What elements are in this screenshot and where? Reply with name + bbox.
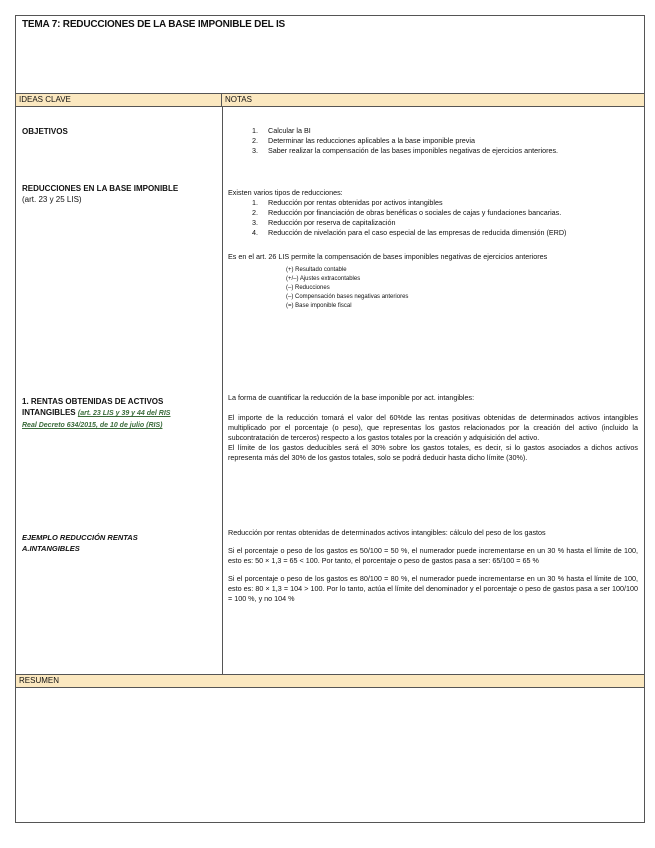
label-ejemplo: EJEMPLO REDUCCIÓN RENTAS A.INTANGIBLES xyxy=(22,533,138,553)
list-item: 4. Reducción de nivelación para el caso especial de las empresas de reducida dimensión (ERD) xyxy=(252,228,567,237)
header-resumen: RESUMEN xyxy=(16,675,644,688)
rentas-legal-link[interactable]: (art. 23 LIS y 39 y 44 del RIS xyxy=(77,410,171,417)
ris-legal-link[interactable]: Real Decreto 634/2015, de 10 de julio (RIS) xyxy=(22,422,163,429)
label-reducciones: REDUCCIONES EN LA BASE IMPONIBLE (art. 23 y 25 LIS) xyxy=(22,184,179,204)
list-item: 1. Calcular la BI xyxy=(252,126,311,135)
compensacion-text: Es en el art. 26 LIS permite la compensación de bases imponibles negativas de ejercicios anteriores xyxy=(228,252,548,261)
list-item: 2. Determinar las reducciones aplicables a la base imponible previa xyxy=(252,136,475,145)
list-item: 3. Saber realizar la compensación de las bases imponibles negativas de ejercicios anteriores. xyxy=(252,146,559,155)
document-frame xyxy=(15,15,645,823)
label-rentas: 1. RENTAS OBTENIDAS DE ACTIVOS INTANGIBLES (art. 23 LIS y 39 y 44 del RIS Real Decreto 634/2015, de 10 de julio (RIS) xyxy=(22,397,171,429)
title-row xyxy=(16,16,644,94)
column-divider xyxy=(222,107,223,675)
calculation-steps: (+) Resultado contable (+/–) Ajustes extracontables (–) Reducciones (–) Compensación bases negativas anteriores (=) Base imponible fiscal xyxy=(286,267,409,309)
list-item: 2. Reducción por financiación de obras benéficas o sociales de cajas y fundaciones bancarias. xyxy=(252,208,562,217)
notes-rentas: La forma de cuantificar la reducción de la base imponible por act. intangibles: El importe de la reducción tomará el valor del 60%de las rentas positivas obtenidas de determinados activos intangibles multiplicado por el porcentaje (o peso), que representas los gastos relacionados por la creación del activo (incluido la subcontratación de terceros) respecto a los gastos totales por la creación y adquisición del activo. El límite de los gastos deducibles será el 30% sobre los gastos totales, es decir, si lo gastos asociados a dichos activos representa más del 30% de los gastos totales, solo se podrá deducir hasta dicho límite (30%). xyxy=(228,393,638,462)
notes-objetivos xyxy=(228,126,638,156)
header-ideas-clave: IDEAS CLAVE xyxy=(16,94,222,107)
label-objetivos: OBJETIVOS xyxy=(22,127,68,136)
list-item: 3. Reducción por reserva de capitalización xyxy=(252,218,396,227)
notes-reducciones: Existen varios tipos de reducciones: 1. Reducción por rentas obtenidas por activos intangibles 2. Reducción por financiación de obras benéficas o sociales de cajas y fundaciones bancarias. 3. Reducción por reserva de capitalización 4. Reducción de nivelación para el caso especial de las empresas de reducida dimensión (ERD) Es en el art. 26 LIS permite la compensación de bases imponibles negativas de ejercicios anteriores (+) Resultado contable (+/–) Ajustes extracontables (–) Reducciones (–) Compensación bases negativas anteriores (=) Base imponible fiscal xyxy=(228,188,638,311)
list-item: 1. Reducción por rentas obtenidas por activos intangibles xyxy=(252,198,443,207)
page-title: TEMA 7: REDUCCIONES DE LA BASE IMPONIBLE DEL IS xyxy=(22,19,286,30)
notes-ejemplo: Reducción por rentas obtenidas de determinados activos intangibles: cálculo del peso de los gastos Si el porcentaje o peso de los gastos es 50/100 = 50 %, el numerador puede incrementarse en un 30 % hasta el límite de 100, esto es: 50 × 1,3 = 65 < 100. Por tanto, el porcentaje o peso de gastos pasa a ser: 65/100 = 65 % Si el porcentaje o peso de los gastos es 80/100 = 80 %, el numerador puede incrementarse en un 30 % hasta el límite de 100, esto es: 80 × 1,3 = 104 > 100. Por lo tanto, actúa el límite del denominador y el porcentaje o peso de gastos pasa a ser 100/100 = 100 %, y no 104 % xyxy=(228,528,638,603)
header-notas: NOTAS xyxy=(222,94,644,107)
